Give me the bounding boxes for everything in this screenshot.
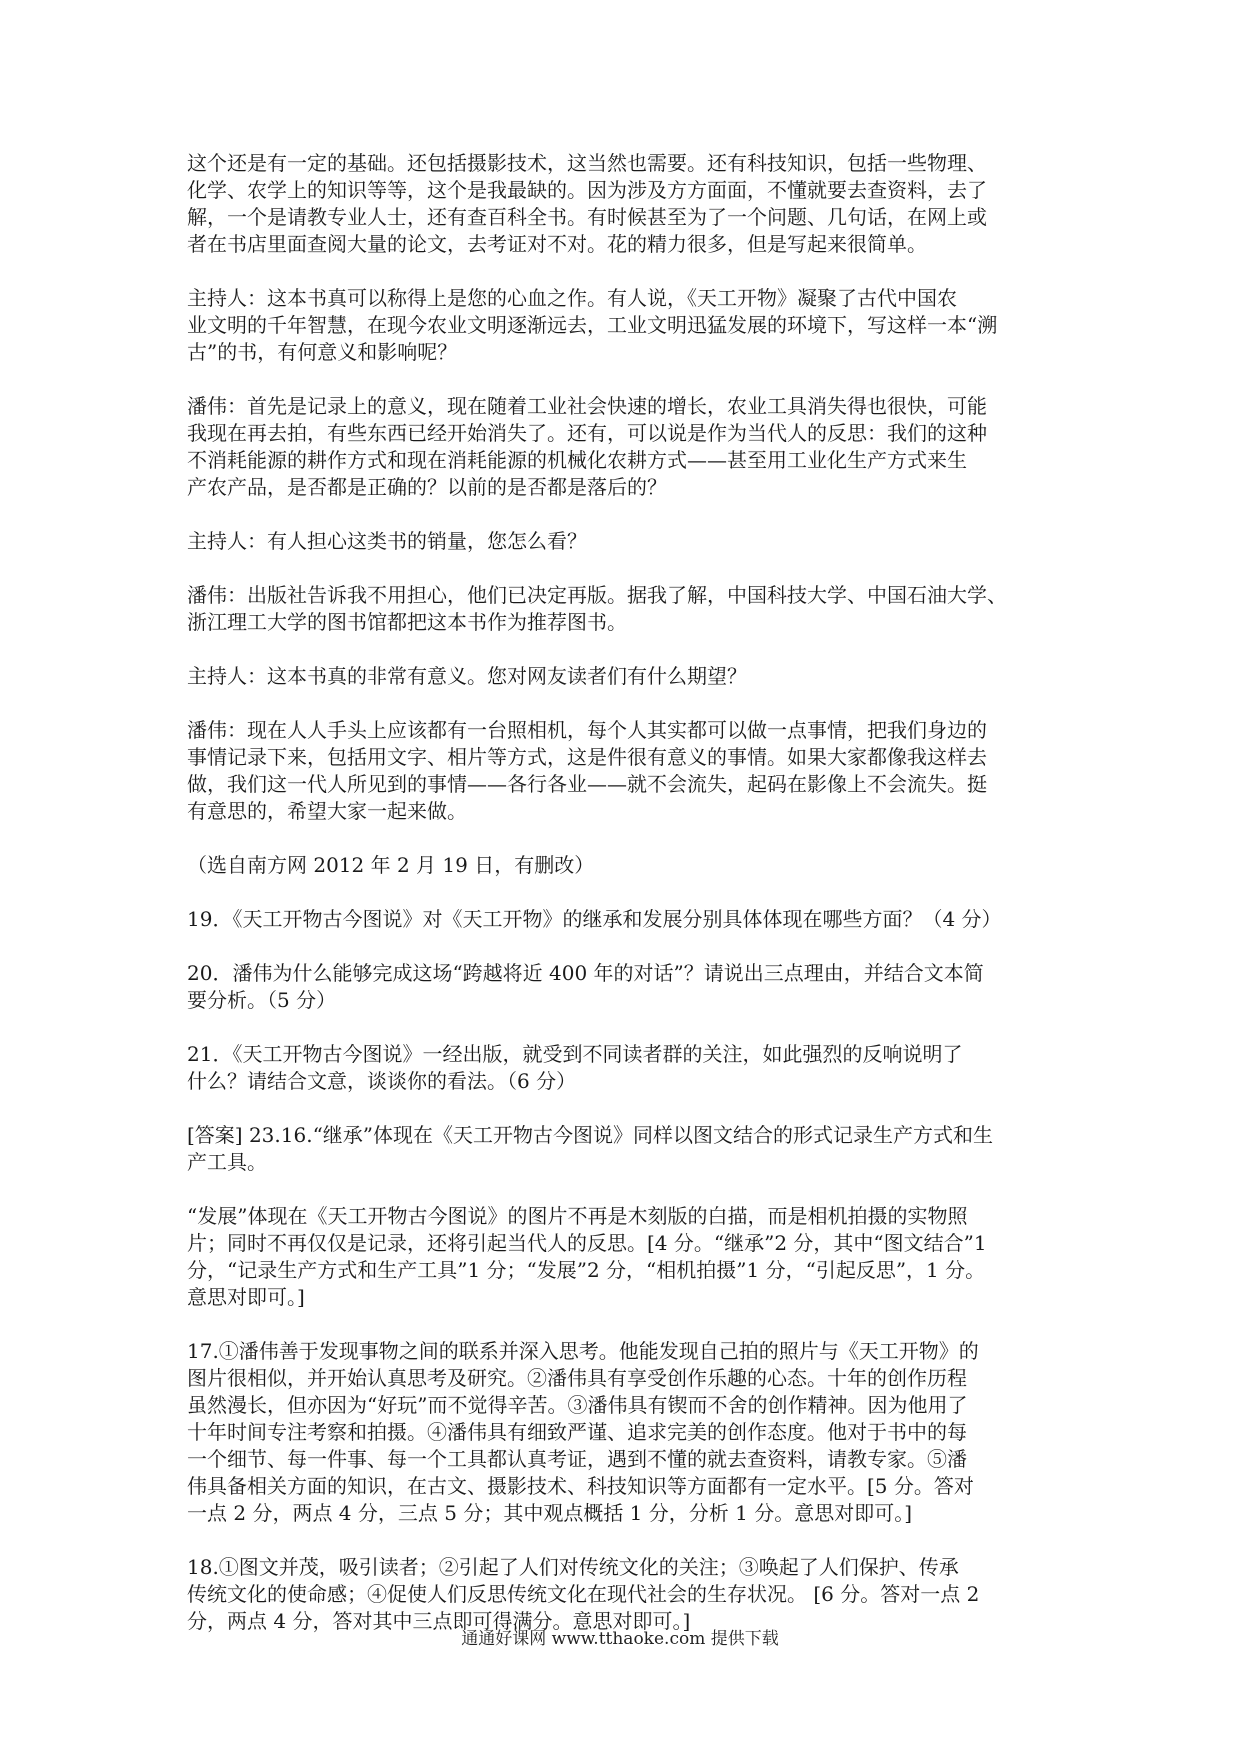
text-line: [答案] 23.16.“继承”体现在《天工开物古今图说》同样以图文结合的形式记录生产方式和生 [187,1123,994,1147]
text-line: 20．潘伟为什么能够完成这场“跨越将近 400 年的对话”？请说出三点理由，并结合文本简 [187,961,984,985]
paragraph [187,150,1067,258]
text-line: 十年时间专注考察和拍摄。④潘伟具有细致严谨、追求完美的创作态度。他对于书中的每 [187,1420,967,1444]
text-line: 业文明的千年智慧，在现今农业文明逐渐远去，工业文明迅猛发展的环境下，写这样一本“溯 [187,313,998,337]
text-line: （选自南方网 2012 年 2 月 19 日，有删改） [187,853,595,877]
document-body [187,150,1067,1662]
paragraph [187,582,1067,636]
text-line: 分，两点 4 分，答对其中三点即可得满分。意思对即可。] [187,1609,691,1633]
paragraph [187,528,1067,555]
text-line: 17.①潘伟善于发现事物之间的联系并深入思考。他能发现自己拍的照片与《天工开物》的 [187,1339,979,1363]
text-line: 一点 2 分，两点 4 分，三点 5 分；其中观点概括 1 分，分析 1 分。意思对即可。] [187,1501,912,1525]
text-line: 潘伟：出版社告诉我不用担心，他们已决定再版。据我了解，中国科技大学、中国石油大学、 [187,583,1007,607]
text-line: 虽然漫长，但亦因为“好玩”而不觉得辛苦。③潘伟具有锲而不舍的创作精神。因为他用了 [187,1393,968,1417]
text-line: 片；同时不再仅仅是记录，还将引起当代人的反思。[4 分。“继承”2 分，其中“图文结合”1 [187,1231,987,1255]
text-line: 产工具。 [187,1150,267,1174]
text-line: 21．《天工开物古今图说》一经出版，就受到不同读者群的关注，如此强烈的反响说明了 [187,1042,963,1066]
text-line: 潘伟：首先是记录上的意义，现在随着工业社会快速的增长，农业工具消失得也很快，可能 [187,394,987,418]
paragraph [187,906,1067,933]
paragraph [187,1122,1067,1176]
text-line: 主持人：这本书真可以称得上是您的心血之作。有人说，《天工开物》凝聚了古代中国农 [187,286,957,310]
text-line: 18.①图文并茂，吸引读者；②引起了人们对传统文化的关注；③唤起了人们保护、传承 [187,1555,959,1579]
text-line: 浙江理工大学的图书馆都把这本书作为推荐图书。 [187,610,627,634]
text-line: “发展”体现在《天工开物古今图说》的图片不再是木刻版的白描，而是相机拍摄的实物照 [187,1204,968,1228]
text-line: 产农产品，是否都是正确的？以前的是否都是落后的？ [187,475,667,499]
text-line: 传统文化的使命感；④促使人们反思传统文化在现代社会的生存状况。 [6 分。答对一点 2 [187,1582,980,1606]
text-line: 古”的书，有何意义和影响呢？ [187,340,458,364]
text-line: 图片很相似，并开始认真思考及研究。②潘伟具有享受创作乐趣的心态。十年的创作历程 [187,1366,967,1390]
text-line: 化学、农学上的知识等等，这个是我最缺的。因为涉及方方面面，不懂就要去查资料，去了 [187,178,987,202]
paragraph [187,1041,1067,1095]
paragraph [187,852,1067,879]
text-line: 我现在再去拍，有些东西已经开始消失了。还有，可以说是作为当代人的反思：我们的这种 [187,421,987,445]
text-line: 意思对即可。] [187,1285,305,1309]
text-line: 什么？请结合文意，谈谈你的看法。（6 分） [187,1069,577,1093]
text-line: 做，我们这一代人所见到的事情——各行各业——就不会流失，起码在影像上不会流失。挺 [187,772,987,796]
paragraph [187,285,1067,366]
text-line: 要分析。（5 分） [187,988,337,1012]
text-line: 这个还是有一定的基础。还包括摄影技术，这当然也需要。还有科技知识，包括一些物理、 [187,151,987,175]
text-line: 潘伟：现在人人手头上应该都有一台照相机，每个人其实都可以做一点事情，把我们身边的 [187,718,987,742]
text-line: 主持人：这本书真的非常有意义。您对网友读者们有什么期望？ [187,664,747,688]
text-line: 有意思的，希望大家一起来做。 [187,799,467,823]
paragraph [187,393,1067,501]
text-line: 事情记录下来，包括用文字、相片等方式，这是件很有意义的事情。如果大家都像我这样去 [187,745,987,769]
paragraph [187,1203,1067,1311]
paragraph [187,663,1067,690]
paragraph [187,1338,1067,1527]
text-line: 主持人：有人担心这类书的销量，您怎么看？ [187,529,587,553]
page-footer: 通通好课网 www.tthaoke.com 提供下载 [461,1629,779,1649]
text-line: 者在书店里面查阅大量的论文，去考证对不对。花的精力很多，但是写起来很简单。 [187,232,927,256]
paragraph [187,717,1067,825]
text-line: 分，“记录生产方式和生产工具”1 分；“发展”2 分，“相机拍摄”1 分，“引起反思”，1 分。 [187,1258,986,1282]
text-line: 伟具备相关方面的知识，在古文、摄影技术、科技知识等方面都有一定水平。[5 分。答对 [187,1474,974,1498]
text-line: 解，一个是请教专业人士，还有查百科全书。有时候甚至为了一个问题、几句话，在网上或 [187,205,987,229]
paragraph-list [187,150,1067,1635]
text-line: 不消耗能源的耕作方式和现在消耗能源的机械化农耕方式——甚至用工业化生产方式来生 [187,448,967,472]
text-line: 一个细节、每一件事、每一个工具都认真考证，遇到不懂的就去查资料，请教专家。⑤潘 [187,1447,967,1471]
paragraph [187,1554,1067,1635]
paragraph [187,960,1067,1014]
text-line: 19．《天工开物古今图说》对《天工开物》的继承和发展分别具体体现在哪些方面？（4 分） [187,907,1002,931]
